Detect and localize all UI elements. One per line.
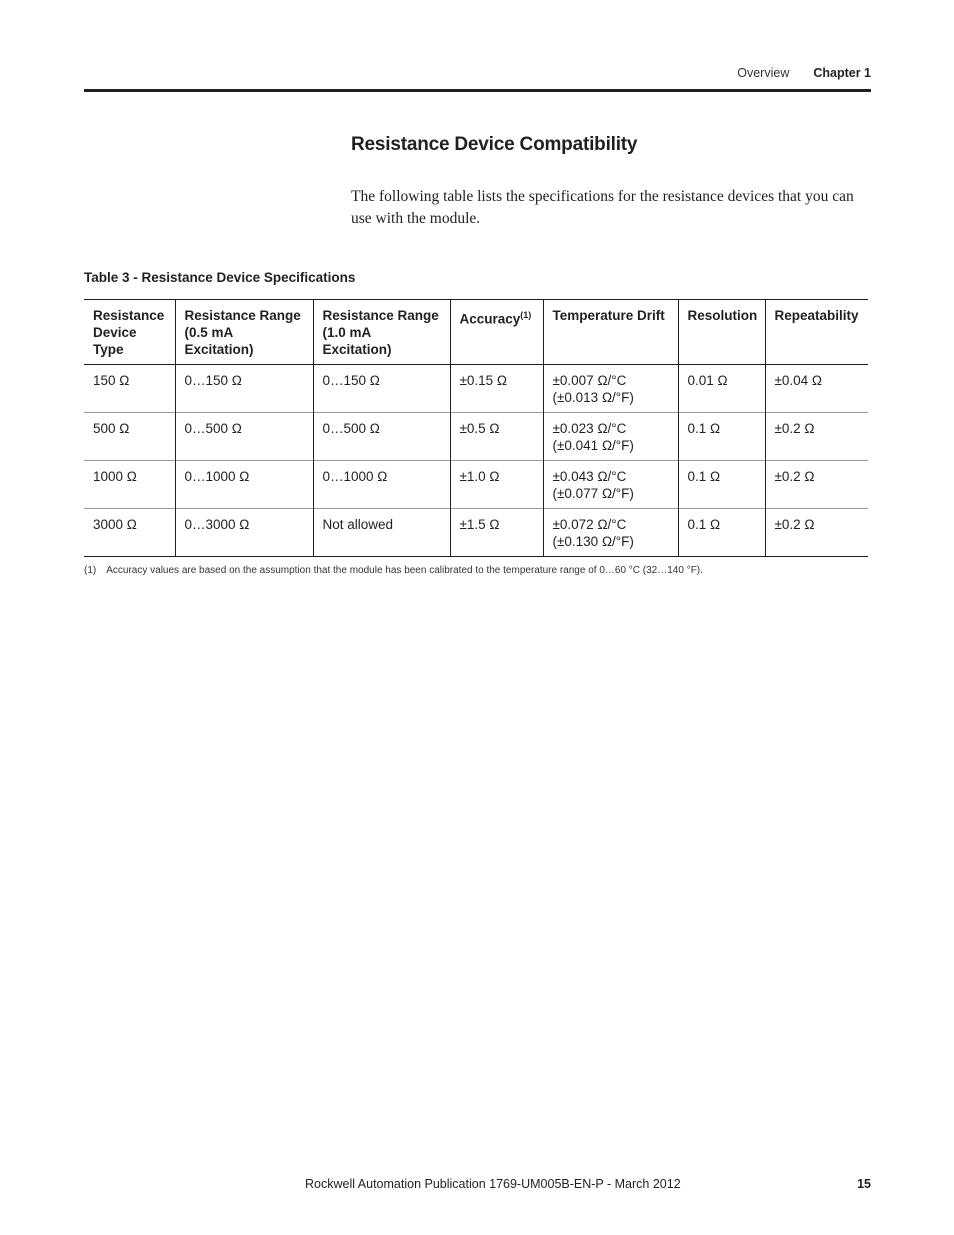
- cell-temperature-drift: [543, 461, 678, 509]
- cell-device-type: 150 Ω: [84, 365, 175, 413]
- table-footnote: [84, 565, 703, 576]
- header-chapter: Chapter 1: [813, 66, 871, 80]
- header-cell: Resistance Range (1.0 mA Excitation): [313, 300, 450, 365]
- cell-temperature-drift: [543, 365, 678, 413]
- cell-range-05ma: 0…1000 Ω: [175, 461, 313, 509]
- cell-device-type: 500 Ω: [84, 413, 175, 461]
- drift-celsius: ±0.072 Ω/°C: [552, 517, 627, 532]
- cell-accuracy: ±1.0 Ω: [450, 461, 543, 509]
- intro-paragraph: The following table lists the specifications for the resistance devices that you can use with the module.: [351, 188, 854, 227]
- cell-range-10ma: Not allowed: [313, 509, 450, 557]
- cell-device-type: 3000 Ω: [84, 509, 175, 557]
- page-header: [737, 66, 871, 80]
- drift-fahrenheit: (±0.013 Ω/°F): [552, 390, 634, 405]
- cell-device-type: 1000 Ω: [84, 461, 175, 509]
- cell-range-10ma: 0…500 Ω: [313, 413, 450, 461]
- cell-accuracy: ±1.5 Ω: [450, 509, 543, 557]
- drift-celsius: ±0.043 Ω/°C: [552, 469, 627, 484]
- cell-range-10ma: 0…150 Ω: [313, 365, 450, 413]
- table-row: [84, 461, 868, 509]
- cell-accuracy: ±0.5 Ω: [450, 413, 543, 461]
- table-caption: Table 3 - Resistance Device Specifications: [84, 270, 356, 285]
- cell-repeatability: ±0.04 Ω: [774, 373, 823, 388]
- cell-range-10ma: 0…1000 Ω: [313, 461, 450, 509]
- drift-celsius: ±0.007 Ω/°C: [552, 373, 627, 388]
- table-row: [84, 365, 868, 413]
- footnote-text: Accuracy values are based on the assumption that the module has been calibrated to the temperature range of 0…60 °C (32…140 °F).: [106, 565, 703, 576]
- footnote-ref: (1): [520, 310, 532, 320]
- cell-repeatability: ±0.2 Ω: [774, 469, 815, 484]
- header-cell: Resistance Device Type: [84, 300, 175, 365]
- table-row: [84, 413, 868, 461]
- resistance-spec-table: [84, 299, 868, 557]
- cell-repeatability: ±0.2 Ω: [774, 421, 815, 436]
- header-accuracy-label: Accuracy: [459, 311, 521, 327]
- header-cell: Resolution: [678, 300, 765, 365]
- header-cell: Repeatability: [774, 308, 859, 323]
- cell-range-05ma: 0…150 Ω: [175, 365, 313, 413]
- cell-resolution: 0.01 Ω: [678, 365, 765, 413]
- table-header-row: [84, 300, 868, 365]
- header-rule: [84, 89, 871, 92]
- cell-range-05ma: 0…3000 Ω: [175, 509, 313, 557]
- table-row: [84, 509, 868, 557]
- cell-resolution: 0.1 Ω: [678, 413, 765, 461]
- page-title: Resistance Device Compatibility: [351, 134, 638, 155]
- cell-repeatability: ±0.2 Ω: [774, 517, 815, 532]
- cell-temperature-drift: [543, 413, 678, 461]
- drift-fahrenheit: (±0.130 Ω/°F): [552, 534, 634, 549]
- footnote-marker: (1): [84, 565, 97, 576]
- header-section: Overview: [737, 66, 790, 80]
- cell-range-05ma: 0…500 Ω: [175, 413, 313, 461]
- drift-fahrenheit: (±0.041 Ω/°F): [552, 438, 634, 453]
- header-cell: [450, 300, 543, 365]
- page-number: 15: [857, 1177, 871, 1191]
- drift-celsius: ±0.023 Ω/°C: [552, 421, 627, 436]
- cell-resolution: 0.1 Ω: [678, 461, 765, 509]
- drift-fahrenheit: (±0.077 Ω/°F): [552, 486, 634, 501]
- cell-accuracy: ±0.15 Ω: [450, 365, 543, 413]
- cell-resolution: 0.1 Ω: [678, 509, 765, 557]
- cell-temperature-drift: [543, 509, 678, 557]
- header-cell: Temperature Drift: [543, 300, 678, 365]
- header-cell: Resistance Range (0.5 mA Excitation): [175, 300, 313, 365]
- publication-info: Rockwell Automation Publication 1769-UM005B-EN-P - March 2012: [305, 1177, 681, 1191]
